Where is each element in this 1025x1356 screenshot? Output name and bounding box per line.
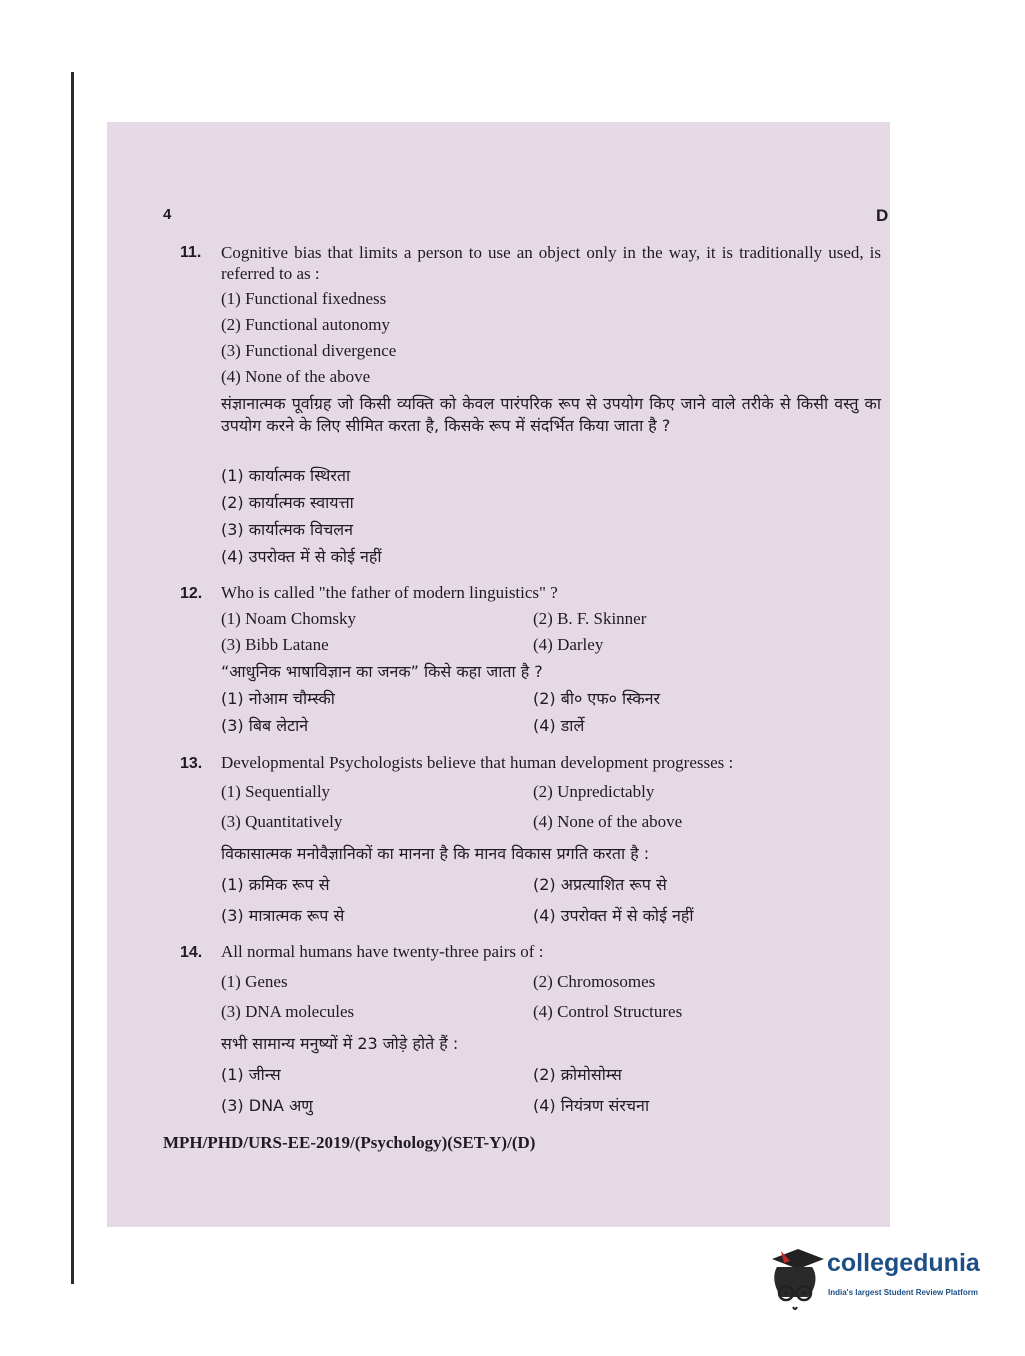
option-hi: (3) DNA अणु [221,1096,313,1115]
question-number: 12. [180,585,203,602]
option-hi: (1) क्रमिक रूप से [221,875,330,894]
question-number: 11. [180,244,202,261]
option-en: (3) Quantitatively [221,812,343,831]
question-stem-hi: “आधुनिक भाषाविज्ञान का जनक” किसे कहा जाता है ? [221,662,543,681]
student-mascot-icon [768,1245,826,1315]
brand-name: collegedunia [827,1249,980,1277]
question-stem-hi: संज्ञानात्मक पूर्वाग्रह जो किसी व्यक्ति को केवल पारंपरिक रूप से उपयोग किए जाने वाले तरीके से किसी वस्तु का उपयोग करने के लिए सीमित करता है, किसके रूप में संदर्भित किया जाता है ? [221,394,881,435]
option-en: (1) Functional fixedness [221,289,387,308]
option-hi: (4) नियंत्रण संरचना [533,1096,650,1115]
option-hi: (4) उपरोक्त में से कोई नहीं [533,906,694,925]
option-en: (3) Functional divergence [221,341,397,360]
brand-tagline: India's largest Student Review Platform [828,1288,978,1297]
question-stem-en: Who is called "the father of modern linguistics" ? [221,583,558,602]
set-code: D [876,206,889,225]
option-en: (4) Darley [533,635,604,654]
question-stem-hi: विकासात्मक मनोवैज्ञानिकों का मानना है कि मानव विकास प्रगति करता है : [221,844,650,863]
question-stem-hi: सभी सामान्य मनुष्यों में 23 जोड़े होते हैं : [221,1034,459,1053]
option-en: (2) Unpredictably [533,782,655,801]
question-stem-en: Cognitive bias that limits a person to use an object only in the way, it is traditionally used, is referred to as : [221,243,881,283]
option-hi: (1) नोआम चौम्स्की [221,689,335,708]
option-en: (2) Functional autonomy [221,315,391,334]
option-hi: (2) अप्रत्याशित रूप से [533,875,667,894]
option-en: (4) Control Structures [533,1002,683,1021]
option-en: (1) Sequentially [221,782,331,801]
option-hi: (3) कार्यात्मक विचलन [221,520,353,539]
question-number: 13. [180,755,203,772]
paper-code: MPH/PHD/URS-EE-2019/(Psychology)(SET-Y)/(D) [163,1133,536,1152]
question-stem-en: Developmental Psychologists believe that human development progresses : [221,753,734,772]
question-number: 14. [180,944,203,961]
collegedunia-watermark [768,1245,993,1315]
option-hi: (2) कार्यात्मक स्वायत्ता [221,493,354,512]
option-hi: (3) बिब लेटाने [221,716,309,735]
option-hi: (2) क्रोमोसोम्स [533,1065,622,1084]
question-stem-en: All normal humans have twenty-three pairs of : [221,942,544,961]
option-hi: (4) डार्ले [533,716,585,735]
option-hi: (1) जीन्स [221,1065,281,1084]
option-en: (1) Noam Chomsky [221,609,357,628]
scan-edge [71,72,74,1284]
page-number: 4 [163,206,172,223]
option-en: (1) Genes [221,972,288,991]
option-en: (3) DNA molecules [221,1002,355,1021]
option-hi: (1) कार्यात्मक स्थिरता [221,466,351,485]
option-en: (4) None of the above [533,812,683,831]
option-hi: (4) उपरोक्त में से कोई नहीं [221,547,382,566]
option-en: (2) B. F. Skinner [533,609,647,628]
option-hi: (2) बी० एफ० स्किनर [533,689,661,708]
option-hi: (3) मात्रात्मक रूप से [221,906,345,925]
option-en: (2) Chromosomes [533,972,656,991]
option-en: (3) Bibb Latane [221,635,329,654]
option-en: (4) None of the above [221,367,371,386]
